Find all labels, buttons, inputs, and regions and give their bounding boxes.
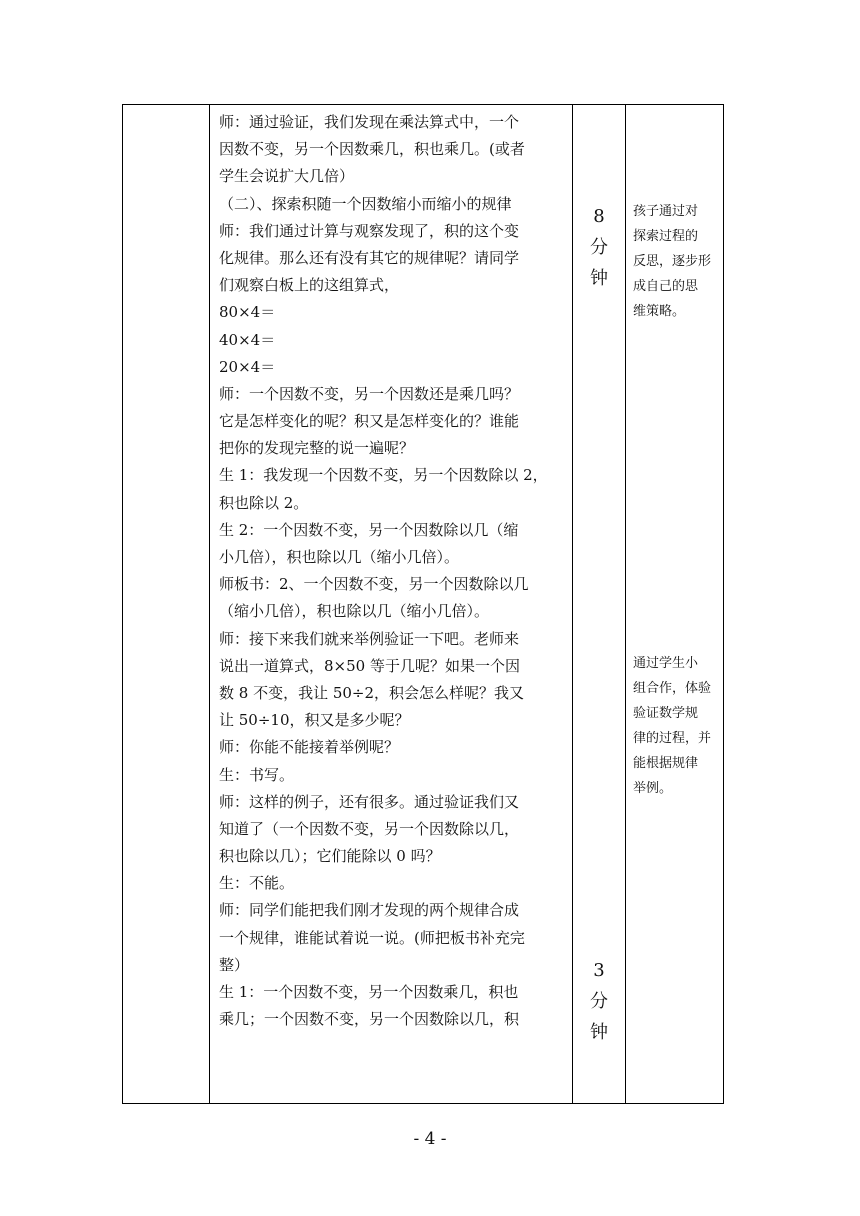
content-line: 整） — [219, 955, 250, 974]
time-unit: 钟 — [590, 1022, 608, 1043]
note-line: 探索过程的 — [633, 229, 699, 244]
content-line: 乘几；一个因数不变，另一个因数除以几，积 — [219, 1010, 520, 1029]
content-line: 因数不变，另一个因数乘几，积也乘几。(或者 — [219, 140, 525, 159]
content-line: 生：不能。 — [219, 874, 295, 893]
content-line: 师：你能不能接着举例呢？ — [219, 738, 400, 757]
content-line: 积也除以 2。 — [219, 493, 309, 512]
note-line: 组合作，体验 — [633, 681, 712, 696]
note-line: 举例。 — [633, 781, 673, 796]
teaching-process-text — [219, 109, 567, 1033]
content-line: 说出一道算式，8×50 等于几呢？如果一个因 — [219, 656, 520, 675]
time-unit: 钟 — [590, 268, 608, 289]
note-line: 律的过程，并 — [633, 731, 712, 746]
note-line: 维策略。 — [633, 304, 686, 319]
content-line: 知道了（一个因数不变，另一个因数除以几， — [219, 819, 520, 838]
time-unit: 分 — [590, 237, 608, 258]
content-line: 数 8 不变，我让 50÷2，积会怎么样呢？我又 — [219, 683, 525, 702]
content-line: 师板书：2、一个因数不变，另一个因数除以几 — [219, 575, 529, 594]
note-line: 成自己的思 — [633, 279, 699, 294]
content-line: 一个规律，谁能试着说一说。(师把板书补充完 — [219, 928, 525, 947]
column-divider — [209, 105, 210, 1103]
content-line: 小几倍），积也除以几（缩小几倍）。 — [219, 548, 460, 566]
column-divider — [625, 105, 626, 1103]
lesson-table — [122, 104, 724, 1104]
design-intent-note — [633, 199, 719, 324]
time-allocation-8min — [573, 201, 625, 294]
content-line: 积也除以几）；它们能除以 0 吗？ — [219, 847, 441, 866]
note-line: 反思，逐步形 — [633, 254, 712, 269]
time-number: 3 — [593, 960, 605, 981]
content-line: 师：我们通过计算与观察发现了，积的这个变 — [219, 221, 520, 240]
content-line: 化规律。那么还有没有其它的规律呢？请同学 — [219, 248, 520, 267]
content-line: 把你的发现完整的说一遍呢？ — [219, 439, 415, 458]
content-line: 学生会说扩大几倍） — [219, 167, 355, 186]
content-line: 80×4＝ — [219, 303, 276, 322]
time-number: 8 — [593, 206, 605, 227]
content-line: 师：接下来我们就来举例验证一下吧。老师来 — [219, 629, 520, 648]
time-unit: 分 — [590, 991, 608, 1012]
content-line: 40×4＝ — [219, 330, 276, 349]
page-number: - 4 - — [413, 1129, 447, 1149]
content-line: 生：书写。 — [219, 765, 295, 784]
note-line: 验证数学规 — [633, 706, 699, 721]
content-line: 生 1：一个因数不变，另一个因数乘几，积也 — [219, 983, 519, 1001]
content-line: 师：通过验证，我们发现在乘法算式中，一个 — [219, 113, 520, 131]
content-line: 生 1：我发现一个因数不变，另一个因数除以 2， — [219, 466, 548, 485]
content-line: 师：同学们能把我们刚才发现的两个规律合成 — [219, 901, 520, 920]
content-line: 师：一个因数不变，另一个因数还是乘几吗？ — [219, 384, 520, 403]
content-line: 20×4＝ — [219, 357, 276, 376]
note-line: 通过学生小 — [633, 656, 699, 671]
content-line: 生 2：一个因数不变，另一个因数除以几（缩 — [219, 520, 519, 539]
content-line: 它是怎样变化的呢？积又是怎样变化的？谁能 — [219, 412, 520, 431]
content-line: 让 50÷10，积又是多少呢？ — [219, 711, 410, 730]
design-intent-note — [633, 651, 719, 801]
note-line: 能根据规律 — [633, 756, 699, 771]
content-line: 师：这样的例子，还有很多。通过验证我们又 — [219, 792, 520, 811]
content-line: 们观察白板上的这组算式， — [219, 276, 400, 295]
content-line: （缩小几倍），积也除以几（缩小几倍）。 — [219, 602, 490, 621]
time-allocation-3min — [573, 955, 625, 1048]
note-line: 孩子通过对 — [633, 204, 699, 219]
content-line: （二）、探索积随一个因数缩小而缩小的规律 — [219, 194, 512, 213]
